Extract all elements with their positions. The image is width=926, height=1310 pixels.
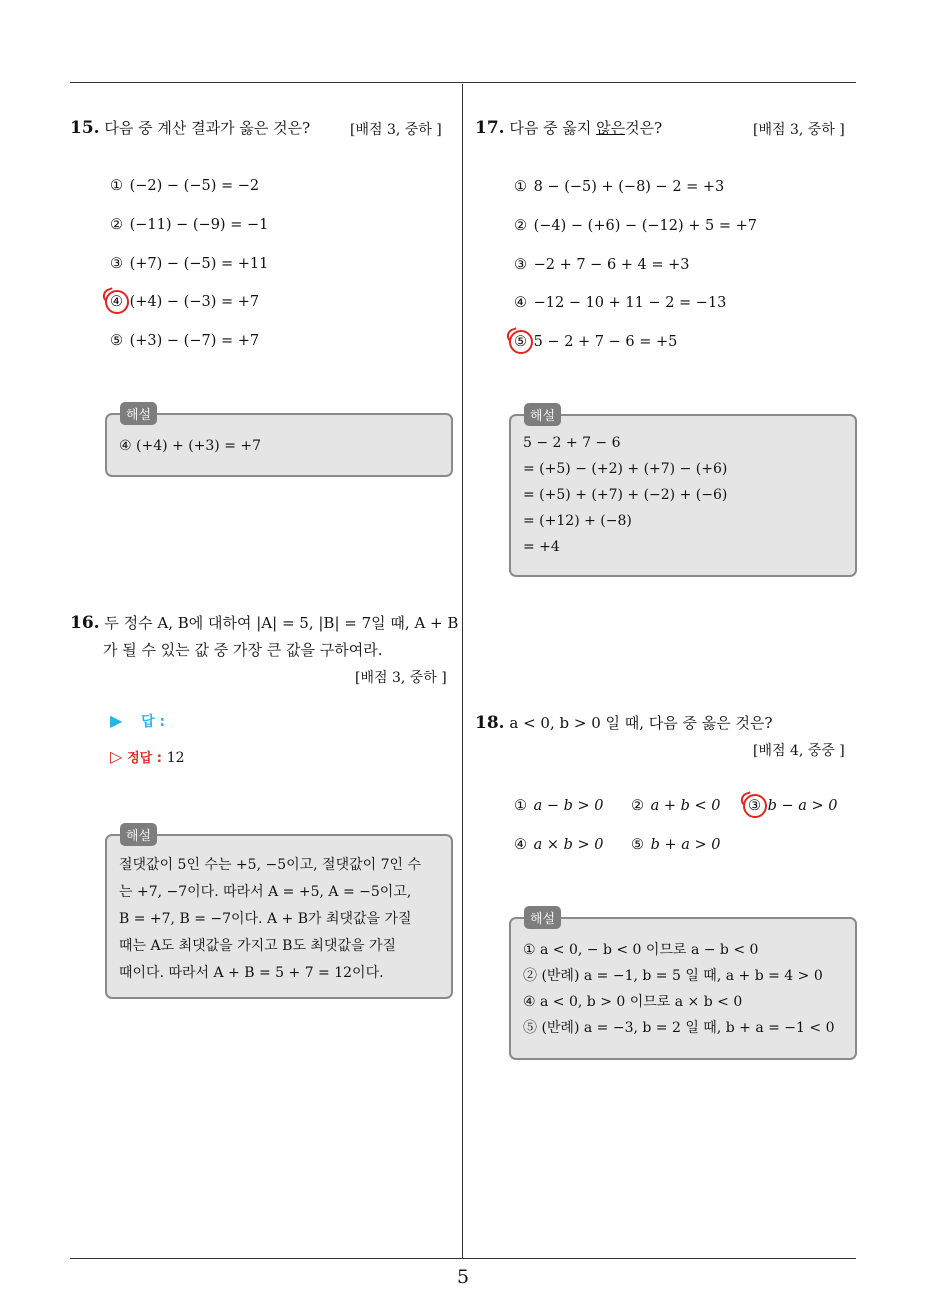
choice-marker: ①: [514, 179, 527, 195]
exp-line: 절댓값이 5인 수는 +5, −5이고, 절댓값이 7인 수: [119, 857, 422, 873]
selected-answer-circle-icon: [105, 290, 129, 314]
q16-answer-row: [110, 711, 165, 731]
q17-choice-2[interactable]: [512, 218, 757, 234]
q15-choice-1[interactable]: [108, 178, 259, 194]
page-number: 5: [456, 1266, 470, 1288]
choice-marker: ②: [631, 798, 644, 814]
choice-text: 8 − (−5) + (−8) − 2 = +3: [533, 179, 725, 195]
exp-line: = (+5) + (+7) + (−2) + (−6): [523, 487, 728, 503]
exp-line: = (+12) + (−8): [523, 513, 632, 529]
q15-choice-2[interactable]: [108, 217, 268, 233]
exp-line: 는 +7, −7이다. 따라서 A = +5, A = −5이고,: [119, 884, 412, 900]
choice-marker: ⑤: [110, 333, 123, 349]
q15-number: 15.: [70, 118, 100, 138]
choice-text: (+7) − (−5) = +11: [129, 256, 269, 272]
correct-label: 정답 :: [127, 751, 162, 766]
q16-explanation-box: [105, 834, 453, 999]
q18-choice-4[interactable]: [512, 837, 604, 853]
q18-header: [475, 712, 773, 733]
exp-line: ① a < 0, − b < 0 이므로 a − b < 0: [523, 942, 759, 958]
choice-marker: ③: [514, 257, 527, 273]
choice-marker: ④: [514, 837, 527, 853]
selected-answer-circle-icon: [743, 794, 767, 818]
q16-question-line1: 두 정수 A, B에 대하여 |A| = 5, |B| = 7일 때, A + B: [104, 614, 459, 632]
selected-answer-circle-icon: [509, 330, 533, 354]
choice-text: −12 − 10 + 11 − 2 = −13: [533, 295, 727, 311]
q15-explanation-tag: 해설: [120, 402, 157, 425]
exp-line: = +4: [523, 539, 560, 555]
q16-explanation-tag: 해설: [120, 823, 157, 846]
q16-header: [70, 612, 458, 633]
exp-line: 때는 A도 최댓값을 가지고 B도 최댓값을 가질: [119, 938, 397, 954]
q18-choice-2[interactable]: [629, 798, 721, 814]
answer-label: 답 :: [141, 714, 166, 730]
correct-value: 12: [166, 750, 185, 766]
q17-choice-4[interactable]: [512, 295, 726, 311]
choice-text: (−4) − (+6) − (−12) + 5 = +7: [533, 218, 757, 234]
q17-meta: [배점 3, 중하 ]: [753, 122, 845, 138]
q16-question-line2: 가 될 수 있는 값 중 가장 큰 값을 구하여라.: [103, 641, 383, 659]
choice-text: b + a > 0: [650, 837, 721, 853]
q17-explanation-tag: 해설: [524, 403, 561, 426]
choice-text: 5 − 2 + 7 − 6 = +5: [533, 334, 678, 350]
exp-line: 5 − 2 + 7 − 6: [523, 435, 621, 451]
q18-choice-1[interactable]: [512, 798, 604, 814]
q18-choice-5[interactable]: [629, 837, 721, 853]
exp-line: = (+5) − (+2) + (+7) − (+6): [523, 461, 728, 477]
q16-number: 16.: [70, 613, 100, 633]
bottom-rule: [70, 1258, 856, 1259]
q17-explanation-box: [509, 414, 857, 577]
choice-marker: ⑤: [631, 837, 644, 853]
outline-arrow-icon: ▷: [110, 747, 123, 766]
choice-text: a × b > 0: [533, 837, 604, 853]
q17-question-post: 것은?: [625, 119, 663, 137]
choice-text: (+3) − (−7) = +7: [129, 333, 260, 349]
q18-question: a < 0, b > 0 일 때, 다음 중 옳은 것은?: [509, 714, 773, 732]
choice-text: a + b < 0: [650, 798, 721, 814]
exp-line: ④ a < 0, b > 0 이므로 a × b < 0: [523, 994, 743, 1010]
choice-text: b − a > 0: [767, 798, 838, 814]
choice-text: −2 + 7 − 6 + 4 = +3: [533, 257, 690, 273]
choice-text: (+4) − (−3) = +7: [129, 294, 260, 310]
choice-marker: ③: [110, 256, 123, 272]
exp-line: ② (반례) a = −1, b = 5 일 때, a + b = 4 > 0: [523, 968, 823, 984]
q18-explanation-tag: 해설: [524, 906, 561, 929]
choice-marker: ⑤: [514, 334, 527, 350]
choice-marker: ①: [110, 178, 123, 194]
choice-text: (−11) − (−9) = −1: [129, 217, 269, 233]
exp-line: ⑤ (반례) a = −3, b = 2 일 때, b + a = −1 < 0: [523, 1020, 835, 1036]
q16-correct-row: [110, 747, 185, 766]
exp-line: ④ (+4) + (+3) = +7: [119, 438, 262, 454]
q17-choice-5[interactable]: [512, 334, 677, 350]
q15-choice-5[interactable]: [108, 333, 259, 349]
q17-question-underline: 않은: [596, 119, 626, 137]
choice-text: (−2) − (−5) = −2: [129, 178, 260, 194]
exp-line: B = +7, B = −7이다. A + B가 최댓값을 가질: [119, 911, 412, 927]
q18-number: 18.: [475, 713, 505, 733]
choice-marker: ③: [748, 798, 761, 814]
q18-meta: [배점 4, 중중 ]: [753, 743, 845, 759]
choice-marker: ②: [110, 217, 123, 233]
q17-choice-1[interactable]: [512, 179, 724, 195]
q15-meta: [배점 3, 중하 ]: [350, 122, 442, 138]
q16-meta: [배점 3, 중하 ]: [355, 670, 447, 686]
choice-marker: ②: [514, 218, 527, 234]
column-divider: [462, 84, 463, 1259]
choice-marker: ④: [514, 295, 527, 311]
q18-explanation-box: [509, 917, 857, 1060]
choice-marker: ①: [514, 798, 527, 814]
q17-number: 17.: [475, 118, 505, 138]
q15-explanation-box: [105, 413, 453, 477]
q15-choice-4[interactable]: [108, 294, 259, 310]
play-arrow-icon: ▶: [110, 711, 123, 730]
q15-choice-3[interactable]: [108, 256, 268, 272]
top-rule: [70, 82, 856, 83]
q15-header: [70, 117, 310, 138]
q17-question-pre: 다음 중 옳지: [509, 119, 597, 137]
q17-header: [475, 117, 662, 138]
exp-line: 때이다. 따라서 A + B = 5 + 7 = 12이다.: [119, 965, 384, 981]
q17-choice-3[interactable]: [512, 257, 690, 273]
choice-text: a − b > 0: [533, 798, 604, 814]
choice-marker: ④: [110, 294, 123, 310]
q15-question: 다음 중 계산 결과가 옳은 것은?: [104, 119, 311, 137]
